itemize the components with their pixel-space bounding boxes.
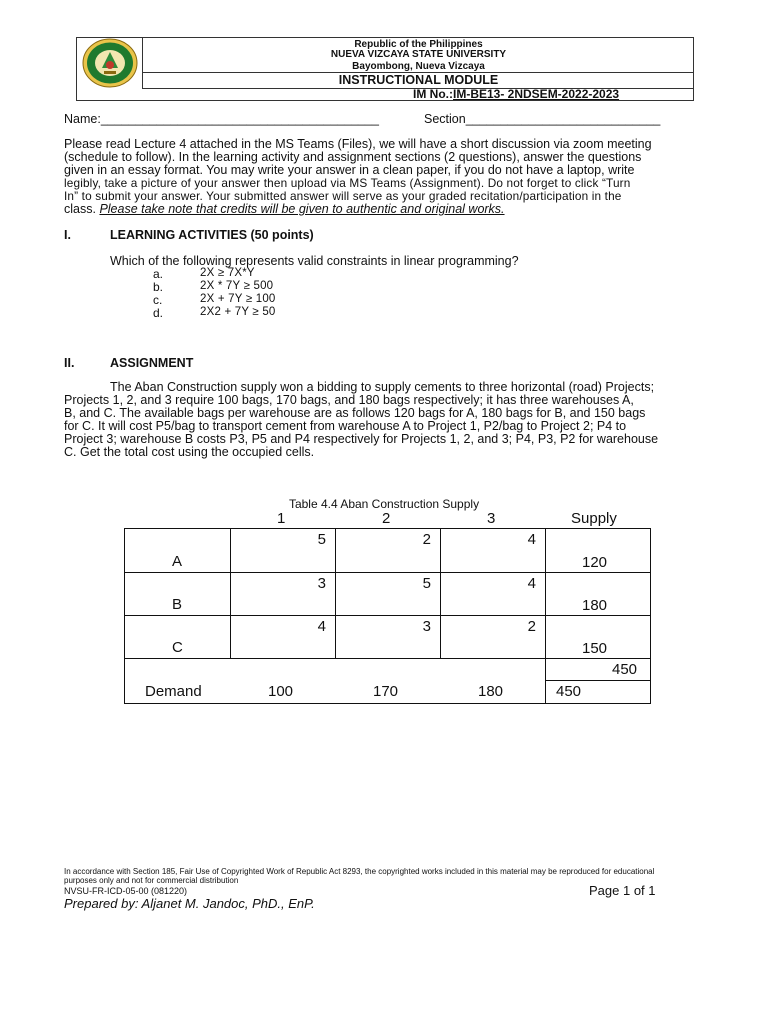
demand-2: 170 [373,683,399,700]
table-border [124,528,651,529]
section-1-title: LEARNING ACTIVITIES (50 points) [110,228,314,242]
total-supply: 450 [612,661,638,678]
option-text: 2X + 7Y ≥ 100 [200,293,276,305]
demand-label: Demand [145,683,202,700]
option-text: 2X * 7Y ≥ 500 [200,280,274,292]
assignment-line: for C. It will cost P5/bag to transport cement from warehouse A to Project 1, P2/bag to Project 2; P4 to [64,419,627,433]
im-number-value: IM-BE13- 2NDSEM-2022-2023 [453,87,620,101]
page-number: Page 1 of 1 [589,883,656,898]
name-field: Name:________________________________________ [64,112,379,126]
table-border [650,528,651,704]
table-border [545,680,651,681]
demand-3: 180 [478,683,504,700]
assignment-line: C. Get the total cost using the occupied cells. [64,445,315,459]
table-border [335,528,336,659]
instruction-prefix: class. [64,202,100,216]
option-letter: d. [153,306,164,320]
prepared-by: Prepared by: Aljanet M. Jandoc, PhD., EnP. [64,896,315,911]
cost-c-3: 2 [527,618,536,635]
section-2-number: II. [64,356,75,370]
cost-a-2: 2 [422,531,431,548]
assignment-line: The Aban Construction supply won a bidding to supply cements to three horizontal (road) Projects; [110,380,655,394]
section-2-title: ASSIGNMENT [110,356,194,370]
supply-header: Supply [571,510,617,527]
instruction-line: In” to submit your answer. Your submitted answer will serve as your graded recitation/participation in the [64,189,622,203]
total-demand: 450 [556,683,582,700]
table-border [124,703,651,704]
cost-b-1: 3 [317,575,326,592]
row-label-a: A [172,553,183,570]
option-letter: a. [153,267,164,281]
column-header-3: 3 [487,510,496,527]
table-border [545,528,546,704]
column-header-2: 2 [382,510,391,527]
im-number [413,87,619,101]
table-border [440,528,441,659]
option-text: 2X ≥ 7X*Y [200,267,255,279]
option-letter: b. [153,280,164,294]
header-country: Republic of the Philippines [354,39,483,50]
cost-c-1: 4 [317,618,326,635]
supply-a: 120 [582,554,608,571]
university-seal-logo [82,38,138,88]
row-label-b: B [172,596,183,613]
table-border [124,615,651,616]
credits-note: Please take note that credits will be given to authentic and original works. [99,202,505,216]
demand-1: 100 [268,683,294,700]
module-title: INSTRUCTIONAL MODULE [338,73,499,87]
table-border [124,658,651,659]
table-border [124,528,125,704]
question-text: Which of the following represents valid constraints in linear programming? [110,254,519,268]
im-number-label: IM No.: [413,87,453,101]
legal-line: purposes only and not for commercial distribution [64,876,239,885]
option-text: 2X2 + 7Y ≥ 50 [200,306,276,318]
instruction-line: given in an essay format. You may write your answer in a clean paper, if you do not have a laptop, write [64,163,635,177]
cost-a-1: 5 [317,531,326,548]
cost-b-3: 4 [527,575,536,592]
assignment-line: Projects 1, 2, and 3 require 100 bags, 170 bags, and 180 bags respectively; it has three warehouses A, [64,393,634,407]
header-university: NUEVA VIZCAYA STATE UNIVERSITY [330,49,507,60]
assignment-line: Project 3; warehouse B costs P3, P5 and P4 respectively for Projects 1, 2, and 3; P4, P3, P2 for warehouse [64,432,659,446]
table-border [230,528,231,659]
column-header-1: 1 [277,510,286,527]
assignment-line: B, and C. The available bags per warehouse are as follows 120 bags for A, 180 bags for B, and 150 bags [64,406,646,420]
supply-b: 180 [582,597,608,614]
instruction-line-last [64,203,505,216]
supply-c: 150 [582,640,608,657]
row-label-c: C [172,639,183,656]
cost-c-2: 3 [422,618,431,635]
cost-b-2: 5 [422,575,431,592]
cost-a-3: 4 [527,531,536,548]
instruction-line: (schedule to follow). In the learning activity and assignment sections (2 questions), answer the questions [64,150,642,164]
form-code: NVSU-FR-ICD-05-00 (081220) [64,886,188,896]
header-location: Bayombong, Nueva Vizcaya [352,61,485,72]
footer-legal-notice [64,867,654,885]
option-letter: c. [153,293,163,307]
instruction-line: Please read Lecture 4 attached in the MS Teams (Files), we will have a short discussion via zoom meeting [64,137,652,151]
table-caption: Table 4.4 Aban Construction Supply [288,497,480,511]
section-field: Section____________________________ [424,112,661,126]
table-border [124,572,651,573]
legal-line: In accordance with Section 185, Fair Use of Copyrighted Work of Republic Act 8293, the copyrighted works included in this material may be reproduced for educational [64,867,655,876]
section-1-number: I. [64,228,71,242]
instruction-line: legibly, take a picture of your answer then upload via MS Teams (Assignment). Do not forget to click “Turn [64,176,631,190]
